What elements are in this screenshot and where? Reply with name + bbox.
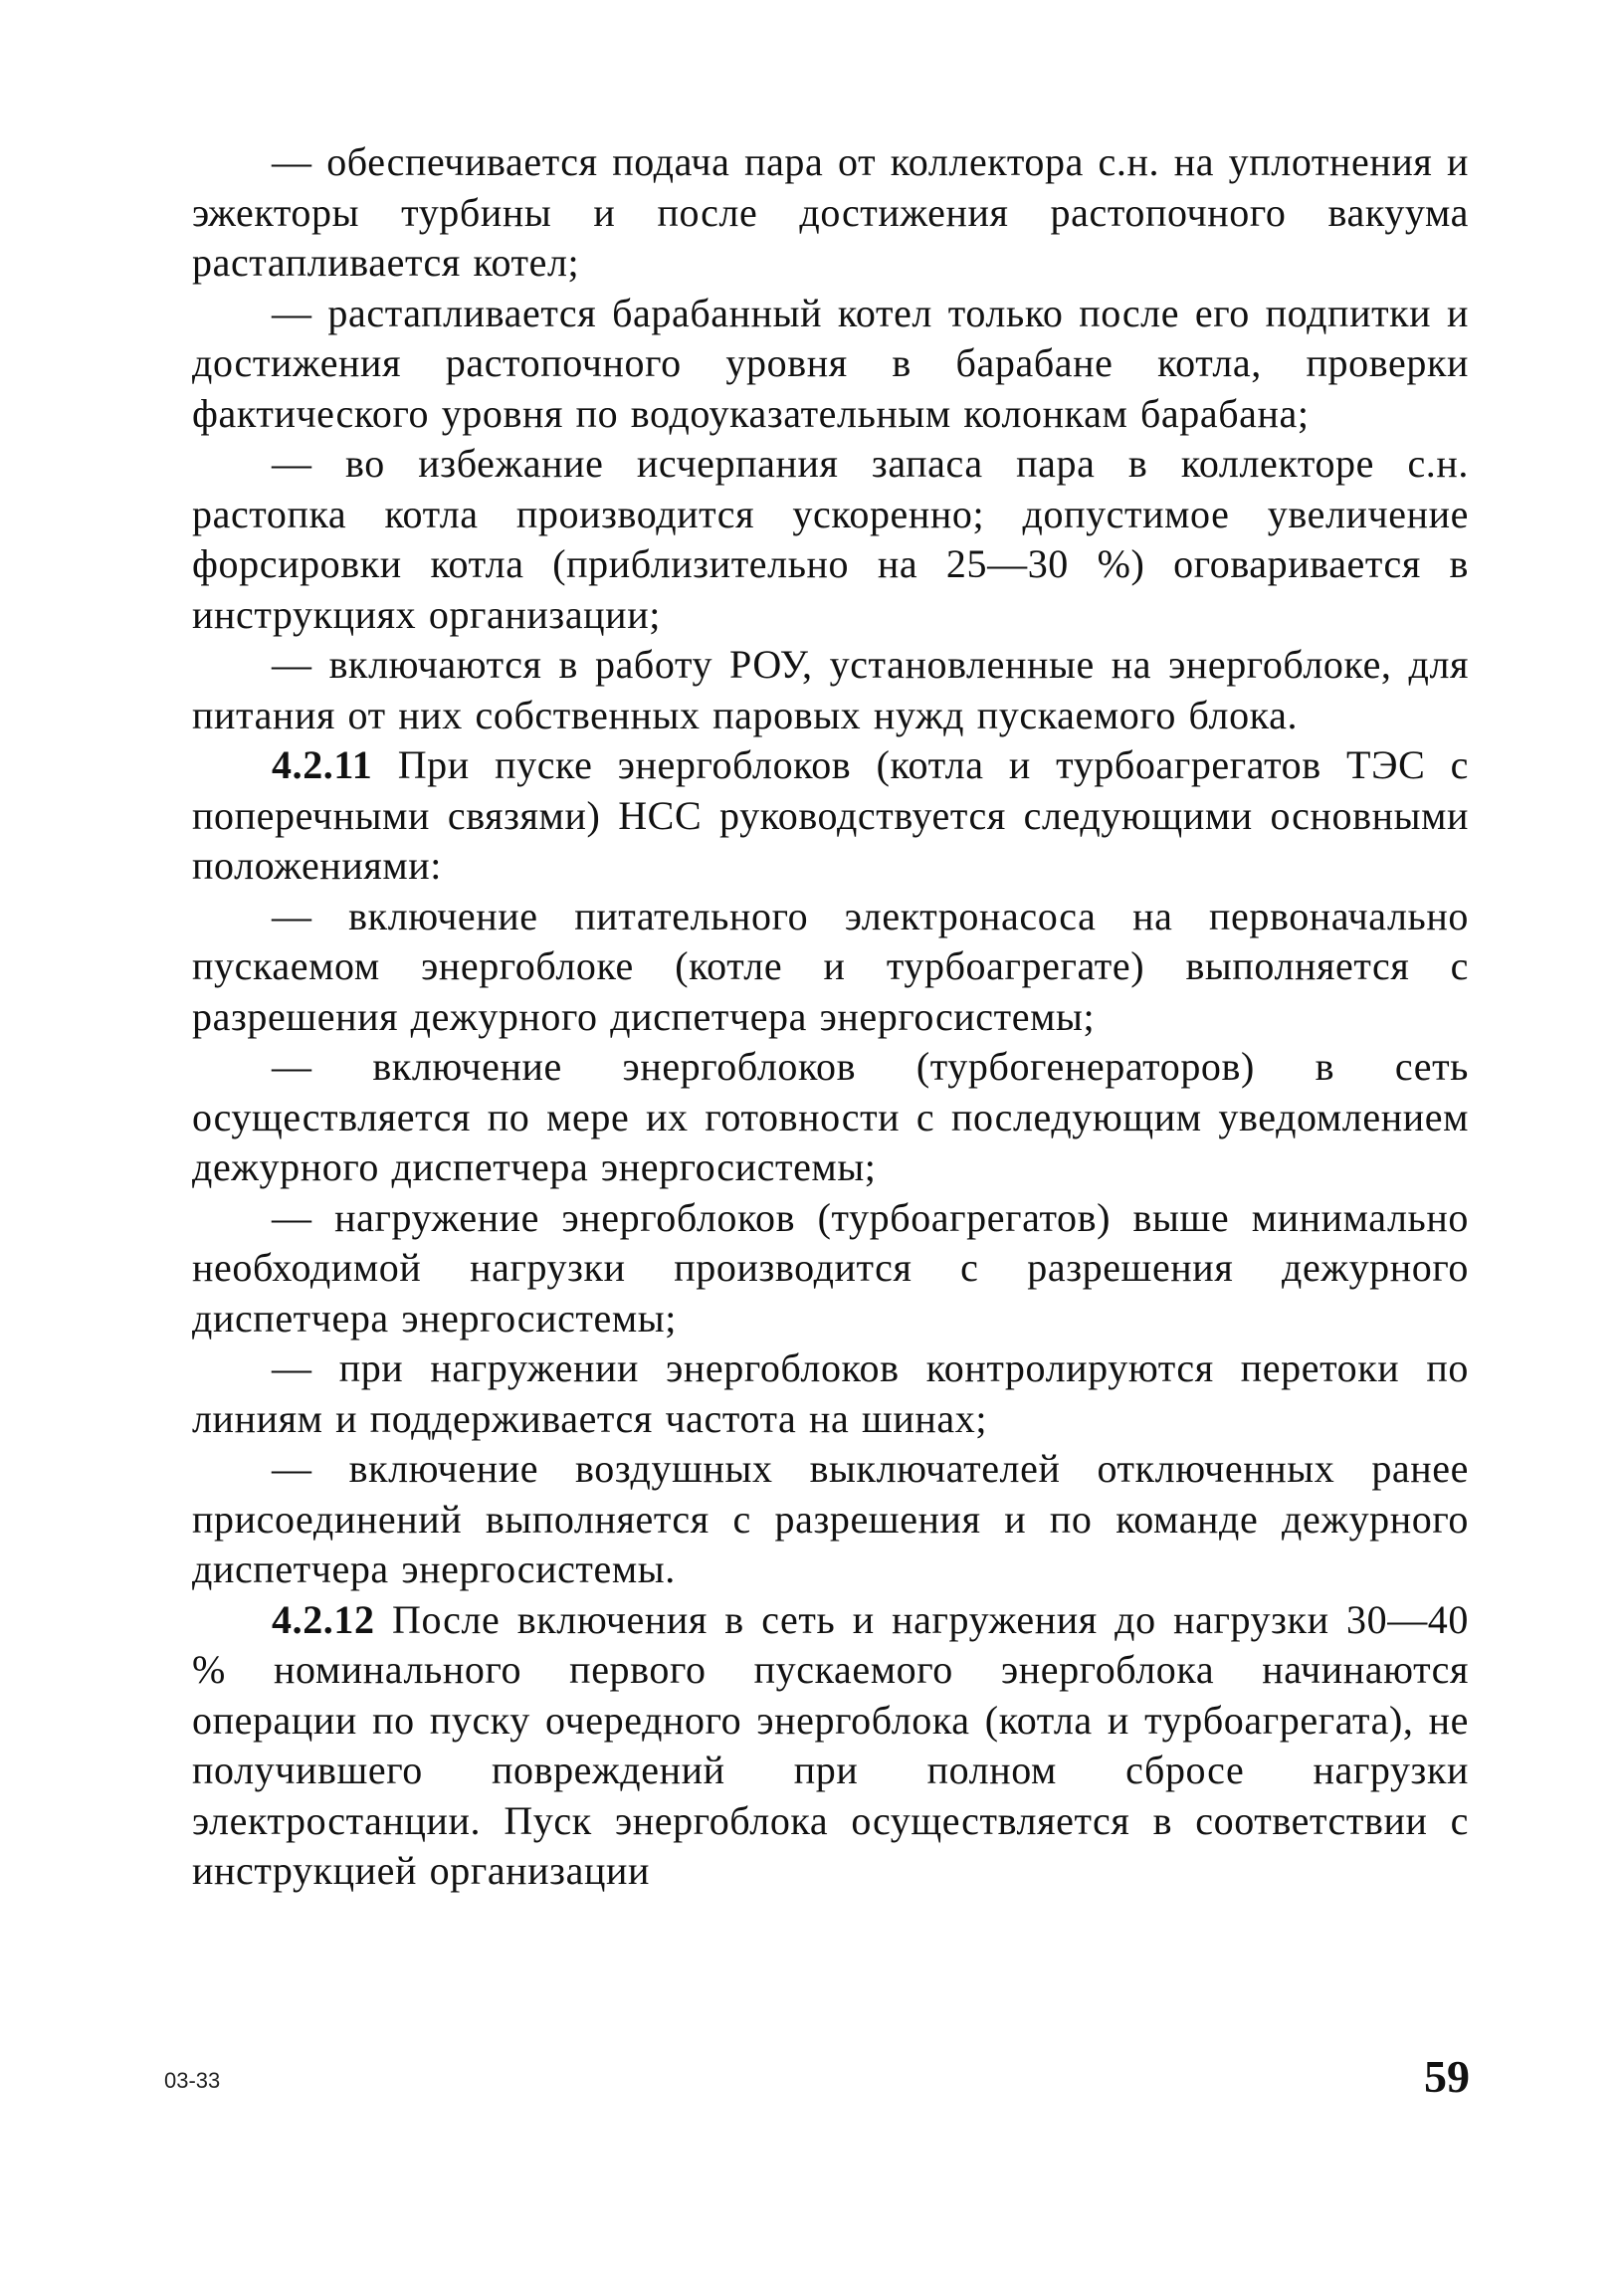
paragraph — [192, 137, 1469, 289]
paragraph — [192, 1193, 1469, 1344]
paragraph — [192, 1343, 1469, 1444]
paragraph-text: — включение питательного электронасоса на первоначально пускаемом энергоблоке (котле и турбоагрегате) выполняется с разрешения дежурного диспетчера энергосистемы; — [192, 893, 1469, 1039]
paragraph — [192, 439, 1469, 640]
paragraph-text: — обеспечивается подача пара от коллектора с.н. на уплотнения и эжекторы турбины и после достижения растопочного вакуума растапливается котел; — [192, 139, 1469, 285]
paragraph — [192, 892, 1469, 1043]
paragraph-text: При пуске энергоблоков (котла и турбоагрегатов ТЭС с поперечными связями) НСС руководствуется следующими основными положениями: — [192, 742, 1469, 888]
paragraph-text: — во избежание исчерпания запаса пара в коллекторе с.н. растопка котла производится ускоренно; допустимое увеличение форсировки котла (приблизительно на 25—30 %) оговаривается в инструкциях организации; — [192, 441, 1469, 637]
clause-number: 4.2.12 — [272, 1596, 375, 1642]
paragraph — [192, 289, 1469, 440]
paragraph — [192, 640, 1469, 740]
page-number: 59 — [1424, 2051, 1470, 2102]
paragraph-text: — включение энергоблоков (турбогенераторов) в сеть осуществляется по мере их готовности с последующим уведомлением дежурного диспетчера энергосистемы; — [192, 1044, 1469, 1189]
paragraph — [192, 1042, 1469, 1193]
paragraph — [192, 1595, 1469, 1897]
paragraph-text: После включения в сеть и нагружения до нагрузки 30—40 % номинального первого пускаемого энергоблока начинаются операции по пуску очередного энергоблока (котла и турбоагрегата), не получившего повреждений при полном сбросе нагрузки электростанции. Пуск энергоблока осуществляется в соответствии с инструкцией организации — [192, 1596, 1469, 1893]
paragraph-text: — включение воздушных выключателей отключенных ранее присоединений выполняется с разрешения и по команде дежурного диспетчера энергосистемы. — [192, 1446, 1469, 1591]
clause-number: 4.2.11 — [272, 742, 373, 787]
paragraph-text: — включаются в работу РОУ, установленные на энергоблоке, для питания от них собственных паровых нужд пускаемого блока. — [192, 642, 1469, 737]
paragraph-text: — нагружение энергоблоков (турбоагрегатов) выше минимально необходимой нагрузки производится с разрешения дежурного диспетчера энергосистемы; — [192, 1194, 1469, 1341]
paragraph — [192, 740, 1469, 892]
paragraph — [192, 1444, 1469, 1595]
paragraph-text: — при нагружении энергоблоков контролируются перетоки по линиям и поддерживается частота на шинах; — [192, 1345, 1469, 1441]
paragraph-text: — растапливается барабанный котел только после его подпитки и достижения растопочного уровня в барабане котла, проверки фактического уровня по водоуказательным колонкам барабана; — [192, 290, 1469, 436]
footer-code: 03-33 — [164, 2068, 221, 2093]
body-text — [192, 137, 1469, 1897]
